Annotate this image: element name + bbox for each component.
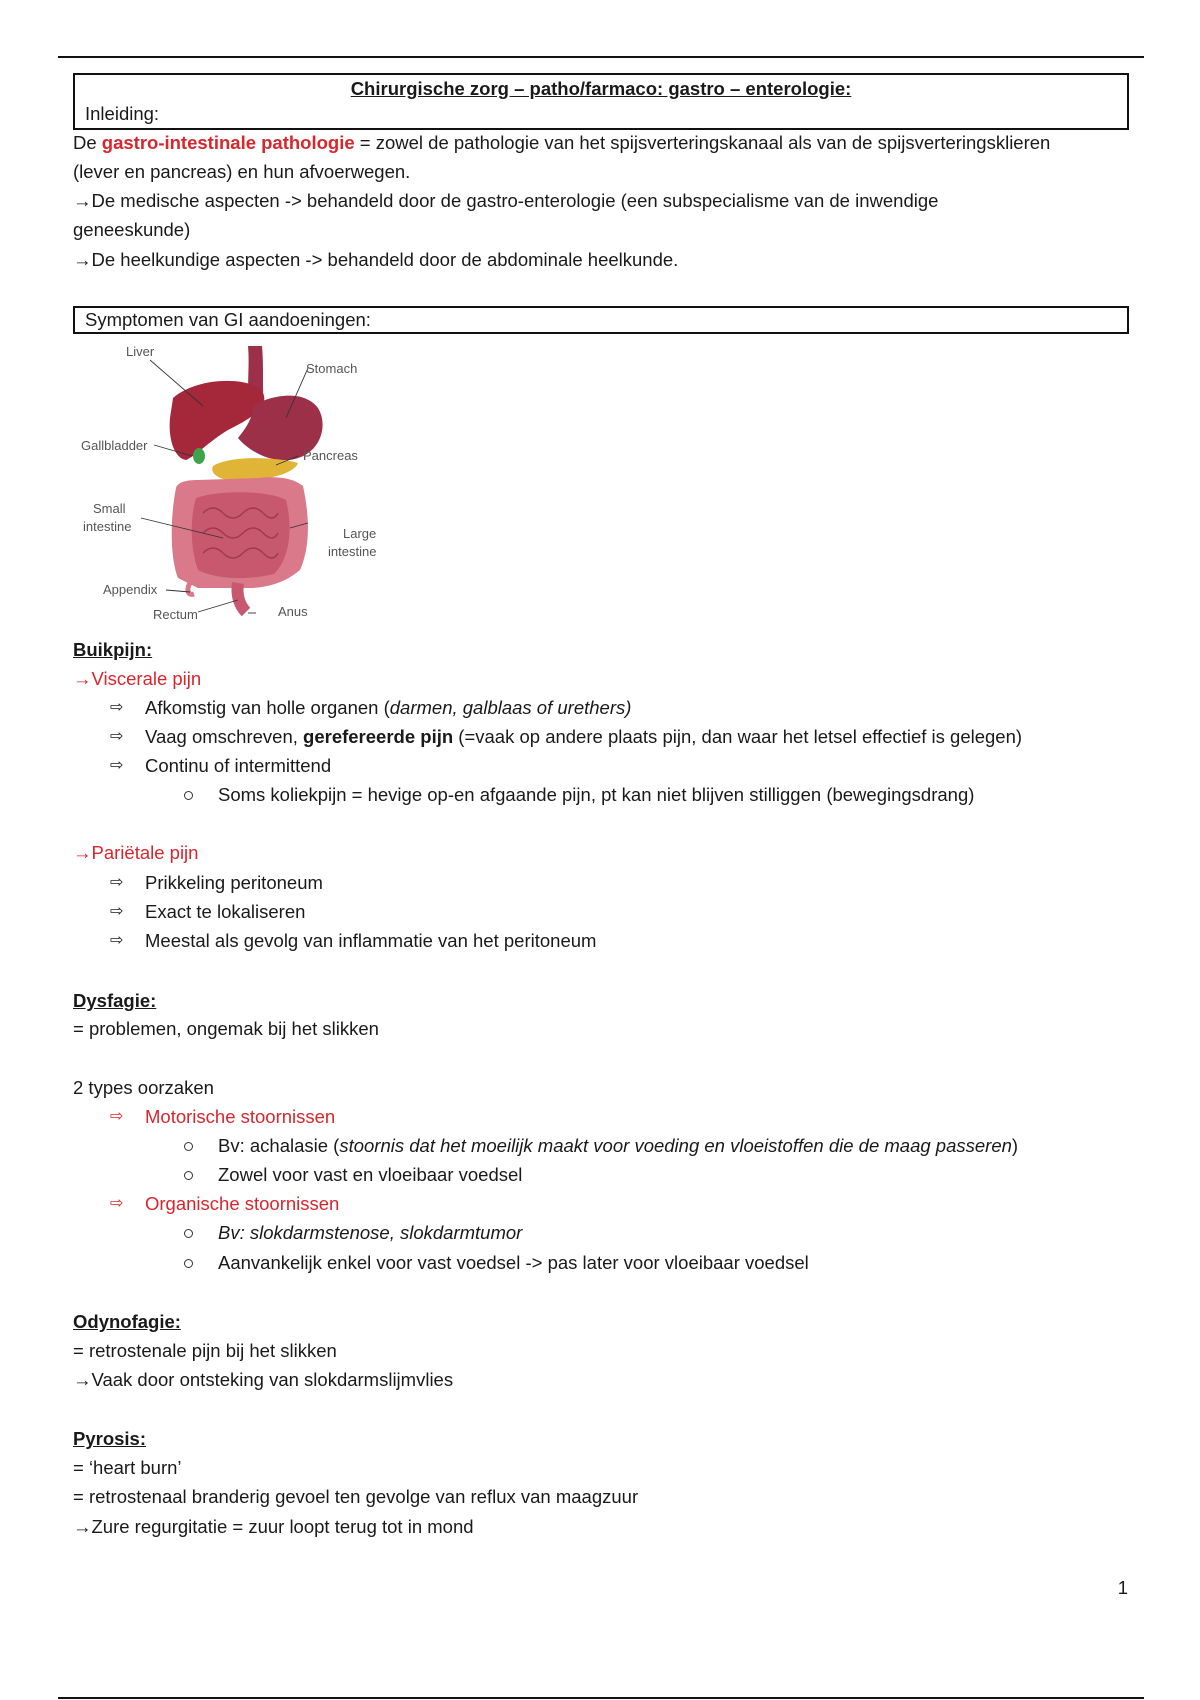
arrow-bullet-icon: ⇨ (110, 1108, 124, 1125)
m1-italic: stoornis dat het moeilijk maakt voor voeding en vloeistoffen die de maag passeren (339, 1135, 1012, 1156)
v2-bold: gerefereerde pijn (303, 726, 454, 747)
motor-item-2: Zowel voor vast en vloeibaar voedsel (218, 1164, 523, 1185)
intro-line-5: →De heelkundige aspecten -> behandeld door de abdominale heelkunde. (73, 249, 679, 270)
arrow-bullet-icon: ⇨ (110, 1195, 124, 1212)
label-rectum: Rectum (153, 607, 198, 622)
arrow-bullet-icon: ⇨ (110, 699, 124, 716)
intro-line-3: →De medische aspecten -> behandeld door de gastro-enterologie (een subspecialisme van de inwendige (73, 190, 939, 211)
rectum-leader (198, 600, 238, 612)
odynofagie-heading: Odynofagie: (73, 1311, 181, 1332)
page-number: 1 (1117, 1577, 1128, 1598)
parietal-item-1: Prikkeling peritoneum (145, 872, 323, 893)
organic-disorders: Organische stoornissen (145, 1193, 340, 1214)
digestive-system-diagram (78, 338, 408, 628)
label-pancreas: Pancreas (303, 448, 358, 463)
title-box (73, 73, 1129, 130)
m1-post: ) (1011, 1135, 1019, 1156)
inleiding-label: Inleiding: (85, 103, 160, 124)
top-rule (58, 56, 1144, 58)
circle-bullet-icon (184, 791, 193, 800)
label-small-1: Small (93, 501, 126, 516)
v1-italic: darmen, galblaas of urethers) (389, 697, 632, 718)
motor-disorders: Motorische stoornissen (145, 1106, 336, 1127)
dysfagie-definition: = problemen, ongemak bij het slikken (73, 1018, 379, 1039)
circle-bullet-icon (184, 1259, 193, 1268)
intro-line-2: (lever en pancreas) en hun afvoerwegen. (73, 161, 411, 182)
arrow-bullet-icon: ⇨ (110, 932, 124, 949)
organic-item-1: Bv: slokdarmstenose, slokdarmtumor (218, 1222, 523, 1243)
m1-pre: Bv: achalasie ( (218, 1135, 340, 1156)
circle-bullet-icon (184, 1229, 193, 1238)
parietal-item-2: Exact te lokaliseren (145, 901, 306, 922)
visceral-pain-heading: →Viscerale pijn (73, 668, 202, 689)
pyrosis-heading: Pyrosis: (73, 1428, 147, 1449)
odynofagie-definition: = retrostenale pijn bij het slikken (73, 1340, 337, 1361)
visceral-item-2 (145, 725, 1022, 749)
label-stomach: Stomach (306, 361, 358, 376)
intro-l1-pre: De (73, 132, 102, 153)
arrow-bullet-icon: ⇨ (110, 728, 124, 745)
arrow-bullet-icon: ⇨ (110, 903, 124, 920)
v2-post: (=vaak op andere plaats pijn, dan waar het letsel effectief is gelegen) (453, 726, 1023, 747)
label-liver: Liver (126, 344, 155, 359)
label-large-1: Large (343, 526, 377, 541)
label-large-2: intestine (328, 544, 377, 559)
parietal-pain-heading: →Pariëtale pijn (73, 842, 199, 863)
arrow-bullet-icon: ⇨ (110, 757, 124, 774)
label-anus: Anus (278, 604, 308, 619)
intro-line-4: geneeskunde) (73, 219, 191, 240)
page-title: Chirurgische zorg – patho/farmaco: gastro – enterologie: (350, 78, 852, 99)
organic-item-2: Aanvankelijk enkel voor vast voedsel -> pas later voor vloeibaar voedsel (218, 1252, 809, 1273)
gi-pathology-term: gastro-intestinale pathologie (101, 132, 355, 153)
circle-bullet-icon (184, 1142, 193, 1151)
bottom-rule (58, 1697, 1144, 1699)
dysfagie-heading: Dysfagie: (73, 990, 157, 1011)
buikpijn-heading: Buikpijn: (73, 639, 153, 660)
label-appendix: Appendix (103, 582, 158, 597)
label-gallbladder: Gallbladder (81, 438, 148, 453)
visceral-item-3: Continu of intermittend (145, 755, 332, 776)
symptoms-title: Symptomen van GI aandoeningen: (85, 309, 371, 330)
intro-l1-post: = zowel de pathologie van het spijsverteringskanaal als van de spijsverteringsklieren (354, 132, 1051, 153)
visceral-subitem: Soms koliekpijn = hevige op-en afgaande pijn, pt kan niet blijven stilliggen (bewegingsdrang) (218, 784, 975, 805)
odynofagie-cause: →Vaak door ontsteking van slokdarmslijmvlies (73, 1369, 454, 1390)
pyrosis-line-3: →Zure regurgitatie = zuur loopt terug tot in mond (73, 1516, 474, 1537)
intro-line-1 (73, 131, 1050, 155)
parietal-item-3: Meestal als gevolg van inflammatie van het peritoneum (145, 930, 597, 951)
pyrosis-line-2: = retrostenaal branderig gevoel ten gevolge van reflux van maagzuur (73, 1486, 639, 1507)
label-small-2: intestine (83, 519, 132, 534)
symptoms-box (73, 306, 1129, 334)
visceral-item-1 (145, 696, 631, 720)
circle-bullet-icon (184, 1171, 193, 1180)
v2-pre: Vaag omschreven, (145, 726, 304, 747)
v1-pre: Afkomstig van holle organen ( (145, 697, 390, 718)
motor-item-1 (218, 1134, 1018, 1158)
dysfagie-types: 2 types oorzaken (73, 1077, 214, 1098)
pyrosis-line-1: = ‘heart burn’ (73, 1457, 182, 1478)
gallbladder-shape (193, 448, 205, 464)
arrow-bullet-icon: ⇨ (110, 874, 124, 891)
